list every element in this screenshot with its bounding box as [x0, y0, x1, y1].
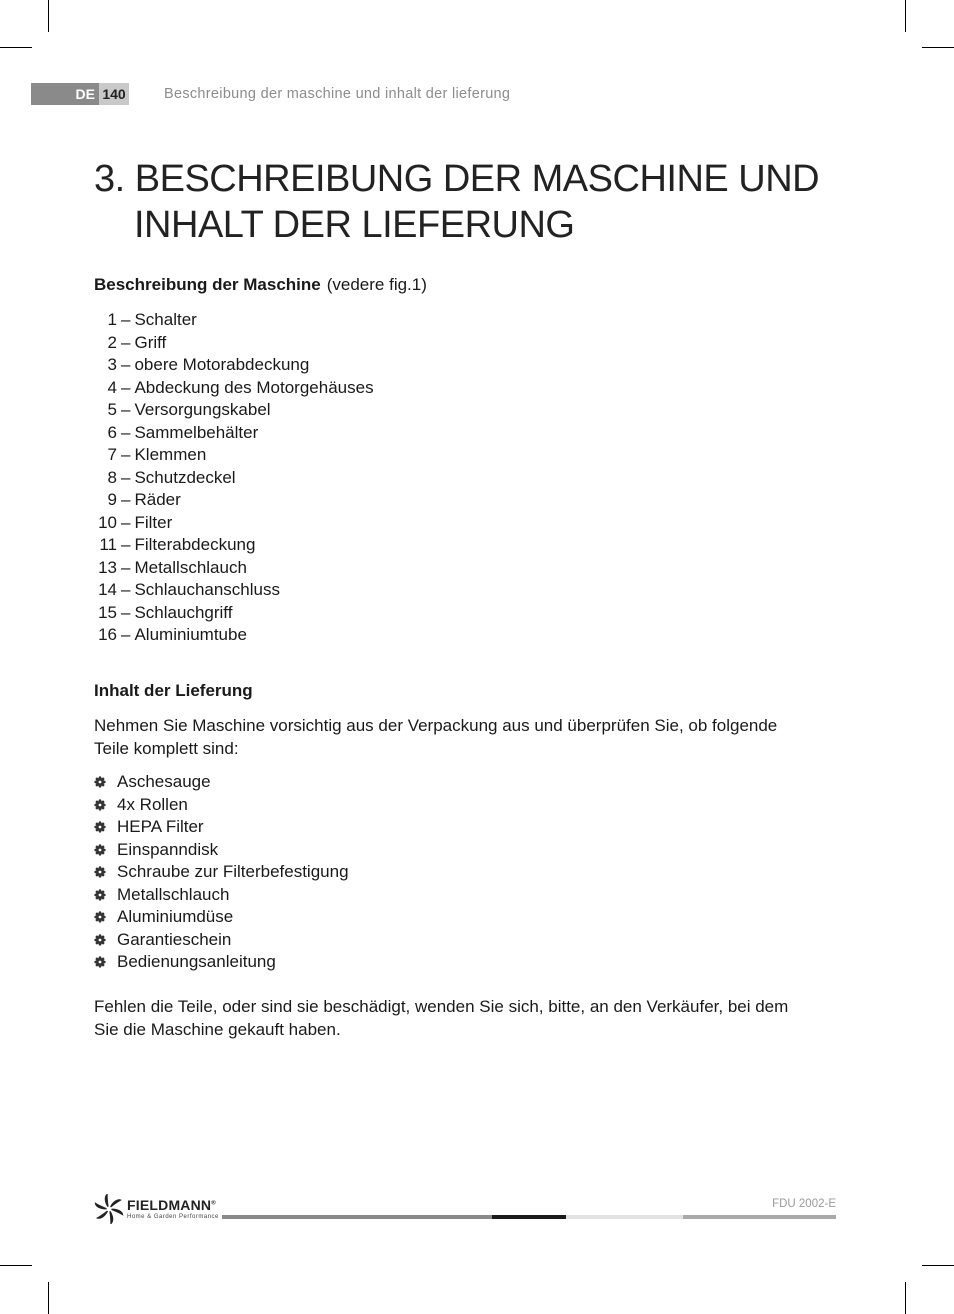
- part-name: Schlauchanschluss: [134, 580, 280, 599]
- part-name: Aluminiumtube: [134, 625, 247, 644]
- part-separator: –: [121, 400, 131, 419]
- parts-list-item: [95, 489, 374, 512]
- crop-mark: [922, 1265, 954, 1266]
- crop-mark: [922, 47, 954, 48]
- parts-list-item: [95, 602, 374, 625]
- part-name: Schalter: [134, 310, 197, 329]
- part-name: Sammelbehälter: [134, 422, 259, 442]
- parts-list-item: [95, 557, 374, 580]
- crop-mark: [48, 0, 49, 32]
- parts-list: [95, 309, 374, 647]
- brand-tagline: Home & Garden Performance: [127, 1214, 219, 1220]
- delivery-item-label: Aschesauge: [117, 772, 211, 791]
- delivery-item: [94, 816, 349, 839]
- parts-list-item: [95, 354, 374, 377]
- delivery-item: [94, 951, 349, 974]
- flower-bullet-icon: [94, 776, 106, 788]
- fan-logo-icon: [94, 1194, 124, 1224]
- flower-bullet-icon: [94, 799, 106, 811]
- delivery-item: [94, 929, 349, 952]
- part-number: 4: [107, 377, 117, 397]
- section-title: Beschreibung der Maschine: [94, 275, 321, 294]
- crop-mark: [905, 1282, 906, 1314]
- part-name: Filterabdeckung: [134, 535, 256, 554]
- footer-bar-light: [566, 1215, 683, 1219]
- delivery-heading: Inhalt der Lieferung: [94, 681, 253, 700]
- brand-logo: [94, 1192, 224, 1226]
- part-number: 7: [107, 445, 117, 464]
- chapter-heading: [94, 156, 874, 248]
- flower-bullet-icon: [94, 956, 106, 968]
- machine-description-heading: [94, 275, 427, 295]
- page-header: [31, 83, 510, 105]
- crop-mark: [905, 0, 906, 32]
- part-name: Abdeckung des Motorgehäuses: [134, 377, 374, 397]
- running-header-title: Beschreibung der maschine und inhalt der lieferung: [164, 86, 511, 102]
- parts-list-item: [95, 309, 374, 332]
- delivery-item: [94, 861, 349, 884]
- part-name: Schlauchgriff: [134, 602, 233, 622]
- part-separator: –: [121, 467, 131, 487]
- delivery-item-label: Schraube zur Filterbefestigung: [117, 862, 349, 881]
- crop-mark: [0, 1265, 32, 1266]
- part-separator: –: [121, 332, 131, 352]
- flower-bullet-icon: [94, 866, 106, 878]
- delivery-item-label: Bedienungsanleitung: [117, 952, 276, 971]
- part-number: 10: [98, 512, 117, 532]
- part-number: 2: [107, 332, 117, 352]
- parts-list-item: [95, 332, 374, 355]
- part-name: Schutzdeckel: [134, 467, 236, 487]
- part-separator: –: [121, 557, 131, 577]
- delivery-intro: Nehmen Sie Maschine vorsichtig aus der Verpackung aus und überprüfen Sie, ob folgende Teile komplett sind:: [94, 716, 778, 758]
- parts-list-item: [95, 377, 374, 400]
- delivery-item-label: Metallschlauch: [117, 884, 230, 904]
- footer-bar-dark: [492, 1215, 566, 1219]
- delivery-item-label: HEPA Filter: [117, 817, 204, 836]
- footer-bar-mid: [683, 1215, 836, 1219]
- part-separator: –: [121, 602, 131, 622]
- parts-list-item: [95, 624, 374, 647]
- part-separator: –: [121, 355, 131, 374]
- part-separator: –: [121, 310, 131, 329]
- footer-bar-gray: [222, 1215, 492, 1219]
- trademark-symbol: ®: [211, 1200, 216, 1207]
- delivery-item-label: 4x Rollen: [117, 794, 188, 814]
- flower-bullet-icon: [94, 934, 106, 946]
- part-number: 15: [98, 602, 117, 622]
- part-number: 3: [107, 355, 117, 374]
- part-name: Metallschlauch: [134, 557, 247, 577]
- delivery-item: [94, 884, 349, 907]
- parts-list-item: [95, 399, 374, 422]
- part-separator: –: [121, 422, 131, 442]
- part-number: 14: [98, 580, 117, 599]
- part-separator: –: [121, 535, 131, 554]
- chapter-heading-line2: INHALT DER LIEFERUNG: [134, 204, 575, 246]
- crop-mark: [48, 1282, 49, 1314]
- part-name: Griff: [134, 332, 167, 352]
- delivery-items-list: [94, 771, 349, 974]
- part-number: 11: [99, 535, 117, 554]
- chapter-heading-line1: 3. BESCHREIBUNG DER MASCHINE UND: [94, 158, 820, 200]
- delivery-item: [94, 839, 349, 862]
- flower-bullet-icon: [94, 844, 106, 856]
- part-number: 8: [107, 467, 117, 487]
- parts-list-item: [95, 534, 374, 557]
- parts-list-item: [95, 467, 374, 490]
- delivery-item-label: Garantieschein: [117, 929, 232, 949]
- flower-bullet-icon: [94, 911, 106, 923]
- delivery-item-label: Aluminiumdüse: [117, 907, 234, 926]
- part-name: Räder: [134, 490, 181, 509]
- part-number: 6: [107, 422, 117, 442]
- parts-list-item: [95, 512, 374, 535]
- page-number: 140: [99, 83, 129, 105]
- part-name: Klemmen: [134, 445, 207, 464]
- part-number: 5: [107, 400, 117, 419]
- language-badge: DE: [31, 83, 99, 105]
- parts-list-item: [95, 579, 374, 602]
- delivery-note: Fehlen die Teile, oder sind sie beschädigt, wenden Sie sich, bitte, an den Verkäufer, bei dem Sie die Maschine gekauft haben.: [94, 997, 789, 1039]
- part-name: Versorgungskabel: [134, 400, 271, 419]
- part-separator: –: [121, 625, 131, 644]
- delivery-item: [94, 906, 349, 929]
- brand-name: FIELDMANN: [127, 1197, 212, 1213]
- part-separator: –: [121, 490, 131, 509]
- part-number: 9: [107, 490, 117, 509]
- part-number: 13: [98, 557, 117, 577]
- part-separator: –: [121, 512, 131, 532]
- part-name: obere Motorabdeckung: [134, 355, 310, 374]
- crop-mark: [0, 47, 32, 48]
- model-number: FDU 2002-E: [772, 1198, 836, 1210]
- parts-list-item: [95, 444, 374, 467]
- part-separator: –: [121, 445, 131, 464]
- flower-bullet-icon: [94, 821, 106, 833]
- delivery-item: [94, 771, 349, 794]
- delivery-item: [94, 794, 349, 817]
- part-separator: –: [121, 580, 131, 599]
- part-separator: –: [121, 377, 131, 397]
- figure-reference: (vedere fig.1): [326, 275, 427, 294]
- delivery-item-label: Einspanndisk: [117, 839, 219, 859]
- flower-bullet-icon: [94, 889, 106, 901]
- part-name: Filter: [134, 512, 173, 532]
- part-number: 1: [107, 310, 117, 329]
- part-number: 16: [98, 625, 117, 644]
- parts-list-item: [95, 422, 374, 445]
